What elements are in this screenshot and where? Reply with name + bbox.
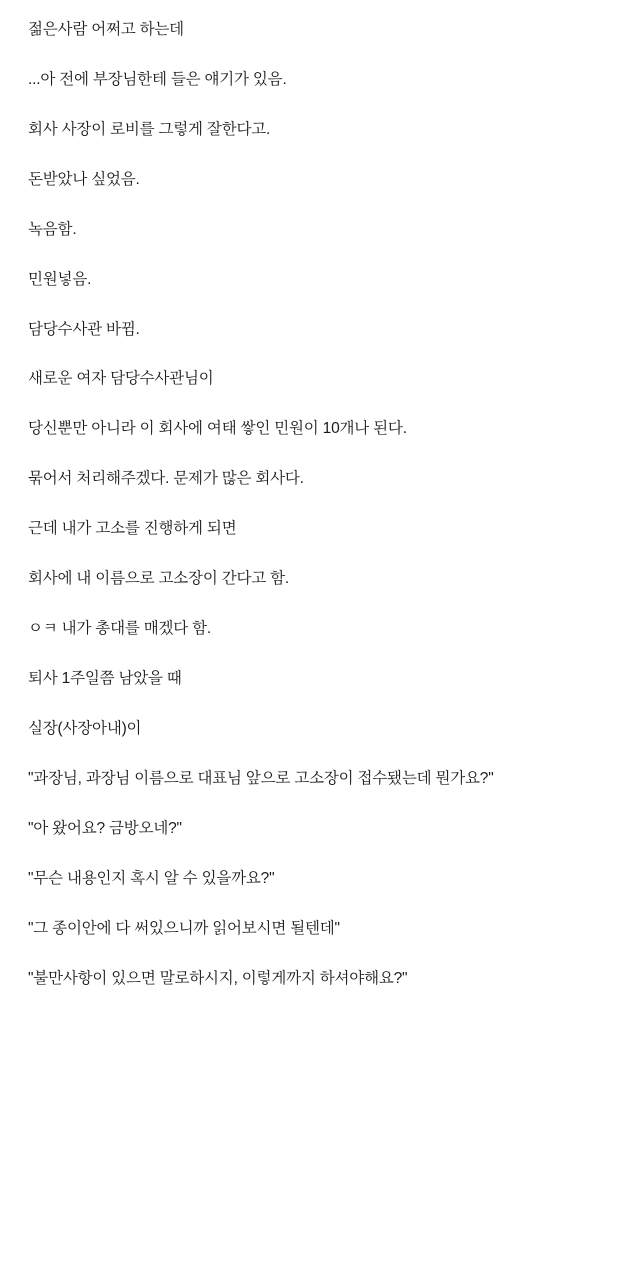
paragraph: 담당수사관 바뀜. — [28, 320, 140, 338]
paragraph: "아 왔어요? 금방오네?" — [28, 819, 182, 837]
paragraph: "무슨 내용인지 혹시 알 수 있을까요?" — [28, 869, 275, 887]
paragraph: 당신뿐만 아니라 이 회사에 여태 쌓인 민원이 10개나 된다. — [28, 420, 407, 438]
paragraph: 묶어서 처리해주겠다. 문제가 많은 회사다. — [28, 470, 304, 488]
paragraph: 근데 내가 고소를 진행하게 되면 — [28, 520, 237, 538]
paragraph: "불만사항이 있으면 말로하시지, 이렇게까지 하셔야해요?" — [28, 969, 408, 987]
paragraph: "그 종이안에 다 써있으니까 읽어보시면 될텐데" — [28, 919, 340, 937]
paragraph: 새로운 여자 담당수사관님이 — [28, 370, 214, 388]
paragraph: 민원넣음. — [28, 270, 92, 288]
paragraph: 실장(사장아내)이 — [28, 719, 142, 737]
paragraph: 회사 사장이 로비를 그렇게 잘한다고. — [28, 120, 271, 138]
paragraph: 젊은사람 어쩌고 하는데 — [28, 21, 184, 38]
paragraph: 회사에 내 이름으로 고소장이 간다고 함. — [28, 570, 290, 588]
paragraph: 돈받았나 싶었음. — [28, 170, 140, 188]
paragraph: ㅇㅋ 내가 총대를 매겠다 함. — [28, 620, 212, 638]
paragraph: "과장님, 과장님 이름으로 대표님 앞으로 고소장이 접수됐는데 뭔가요?" — [28, 769, 494, 787]
paragraph: 녹음함. — [28, 220, 77, 238]
paragraph: 퇴사 1주일쯤 남았을 때 — [28, 669, 182, 687]
paragraph: ...아 전에 부장님한테 들은 얘기가 있음. — [28, 70, 287, 88]
